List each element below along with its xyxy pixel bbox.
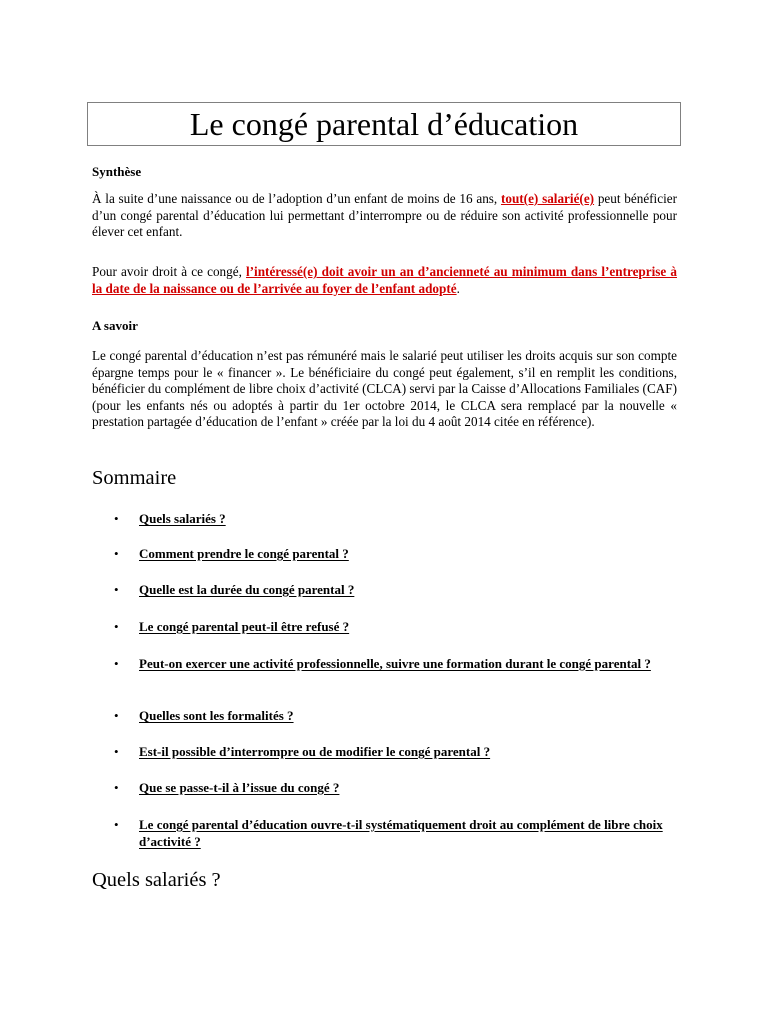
sommaire-link-quels-salaries[interactable]: Quels salariés ? xyxy=(139,511,226,526)
section-heading-quels-salaries: Quels salariés ? xyxy=(92,869,221,891)
sommaire-item[interactable] xyxy=(92,655,692,672)
sommaire-item[interactable] xyxy=(92,707,692,724)
sommaire-item[interactable] xyxy=(92,510,692,527)
bullet-icon: • xyxy=(114,780,119,795)
bullet-icon: • xyxy=(114,744,119,759)
sommaire-link-interrompre-modifier[interactable]: Est-il possible d’interrompre ou de modifier le congé parental ? xyxy=(139,744,491,759)
sommaire-item[interactable] xyxy=(92,618,692,635)
bullet-icon: • xyxy=(114,656,119,671)
a-savoir-label: A savoir xyxy=(92,318,138,333)
sommaire-link-comment-prendre[interactable]: Comment prendre le congé parental ? xyxy=(139,546,349,561)
page-title: Le congé parental d’éducation xyxy=(189,106,579,142)
synthese-p1-text-end: peut bénéficier d’un congé parental d’éducation lui permettant d’interrompre ou de réduire son activité professionnelle pour élever cet enfant. xyxy=(92,191,677,239)
sommaire-item[interactable] xyxy=(92,581,692,598)
bullet-icon: • xyxy=(114,511,119,526)
a-savoir-paragraph: Le congé parental d’éducation n’est pas rémunéré mais le salarié peut utiliser les droits acquis sur son compte épargne temps pour le « financer ». Le bénéficiaire du congé peut également, s’il en remplit les conditions, bénéficier du complément de libre choix d’activité (CLCA) servi par la Caisse d’Allocations Familiales (CAF) (pour les enfants nés ou adoptés à partir du 1er octobre 2014, le CLCA sera remplacé par la nouvelle « prestation partagée d’éducation de l’enfant » créée par la loi du 4 août 2014 citée en référence). xyxy=(92,348,677,429)
bullet-icon: • xyxy=(114,582,119,597)
sommaire-link-formalites[interactable]: Quelles sont les formalités ? xyxy=(139,708,294,723)
bullet-icon: • xyxy=(114,546,119,561)
sommaire-heading: Sommaire xyxy=(92,467,177,489)
bullet-icon: • xyxy=(114,708,119,723)
synthese-label: Synthèse xyxy=(92,164,142,179)
sommaire-link-refus[interactable]: Le congé parental peut-il être refusé ? xyxy=(139,619,350,634)
synthese-paragraph-1 xyxy=(92,191,677,241)
sommaire-item[interactable] xyxy=(92,816,692,850)
bullet-icon: • xyxy=(114,619,119,634)
title-box xyxy=(87,102,681,146)
synthese-p2-text-start: Pour avoir droit à ce congé, xyxy=(92,264,246,279)
sommaire-link-activite-formation[interactable]: Peut-on exercer une activité professionnelle, suivre une formation durant le congé parental ? xyxy=(139,656,651,671)
sommaire-link-duree[interactable]: Quelle est la durée du congé parental ? xyxy=(139,582,355,597)
synthese-paragraph-2 xyxy=(92,264,677,297)
sommaire-link-issue[interactable]: Que se passe-t-il à l’issue du congé ? xyxy=(139,780,340,795)
sommaire-link-complement-activite[interactable]: Le congé parental d’éducation ouvre-t-il systématiquement droit au complément de libre choix d’activité ? xyxy=(139,817,663,849)
synthese-p1-text-start: À la suite d’une naissance ou de l’adoption d’un enfant de moins de 16 ans, xyxy=(92,191,501,206)
bullet-icon: • xyxy=(114,817,119,832)
sommaire-item[interactable] xyxy=(92,779,692,796)
synthese-p1-highlight: tout(e) salarié(e) xyxy=(500,191,595,206)
synthese-p2-text-end: . xyxy=(456,280,460,296)
sommaire-item[interactable] xyxy=(92,545,692,562)
sommaire-item[interactable] xyxy=(92,743,692,760)
synthese-p2-highlight: l’intéressé(e) doit avoir un an d’ancienneté au minimum dans l’entreprise à la date de la naissance ou de l’arrivée au foyer de l’enfant adopté xyxy=(92,264,677,296)
